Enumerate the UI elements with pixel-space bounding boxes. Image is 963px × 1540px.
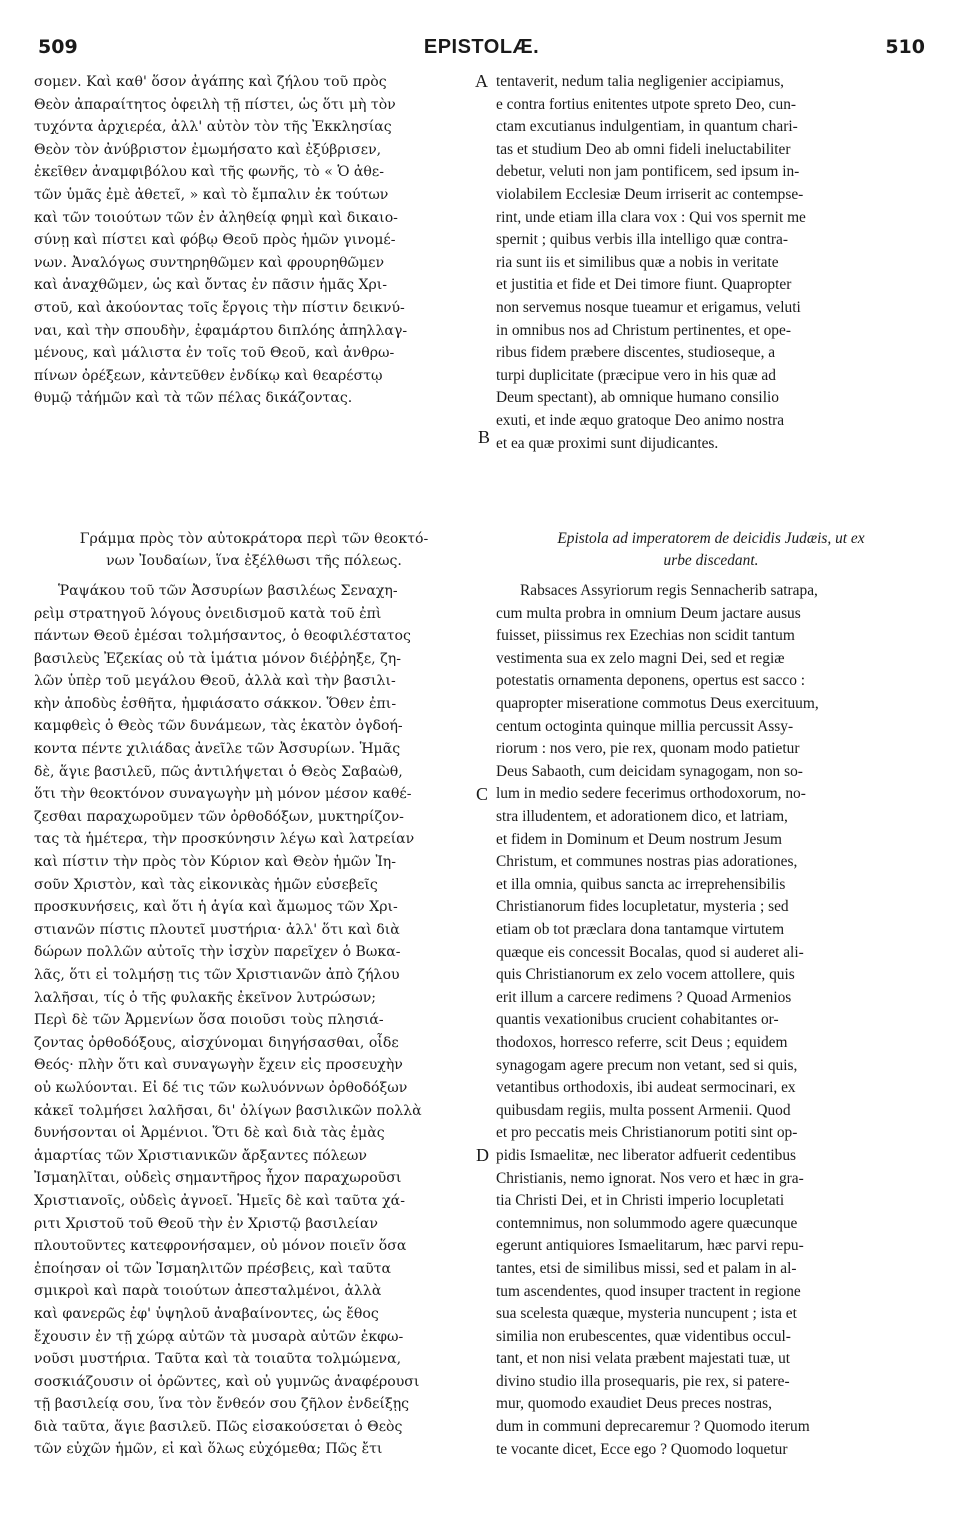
text-line: διὰ ταῦτα, ἅγιε βασιλεῦ. Πῶς εἰσακούσεται ὁ Θεὸς (34, 1418, 403, 1435)
text-line: ἔχουσιν ἐν τῇ χώρᾳ αὐτῶν τὰ μυσαρὰ αὐτῶν ἐκφω- (34, 1328, 404, 1345)
text-line: τῶν εὐχῶν ἡμῶν, εἰ καὶ ὅλως εὐχόμεθα; Πῶς ἔτι (34, 1441, 383, 1458)
text-line: ζοντας ὀρθοδόξους, αἰσχύνομαι διηγήσασθαι, οἶδε (34, 1034, 399, 1051)
text-line: tas et studium Deo ab omni fideli ineluctabiliter (496, 140, 791, 158)
text-line: σμικροὶ καὶ παρὰ τοιούτων ἀπεσταλμένοι, ἀλλὰ (34, 1283, 382, 1300)
text-line: Rabsaces Assyriorum regis Sennacherib satrapa, (520, 582, 818, 600)
text-line: ριτι Χριστοῦ τοῦ Θεοῦ τὴν ἐν Χριστῷ βασιλείαν (34, 1215, 378, 1232)
text-line: οὐ κωλύονται. Εἰ δέ τις τῶν κωλυόννων ὀρθοδόξων (34, 1079, 408, 1096)
text-line: quæque eis concessit Bocalas, quod si auderet ali- (496, 943, 804, 961)
text-line: quapropter miseratione commotus Deus exercituum, (496, 695, 819, 713)
text-line: quibusdam regiis, multa possent Armenii. Quod (496, 1101, 791, 1119)
running-title: EPISTOLÆ. (423, 36, 540, 58)
text-line: Θεὸν τὸν ἀνύβριστον ἐμωμήσατο καὶ ἐξύβρισεν, (34, 141, 382, 158)
text-line: divino studio illa prosequaris, pie rex, si patere- (496, 1372, 790, 1390)
text-line: vetantibus orthodoxis, ibi audeat sermocinari, ex (496, 1079, 796, 1097)
text-line: mur, quomodo exaudiet Deus preces nostras, (496, 1395, 772, 1413)
text-line: ribus fidem præbere discentes, studioseque, a (496, 344, 776, 362)
text-line: στοῦ, καὶ ἀκούοντας τοῖς ἔργοις τὴν πίστιν δεικνύ- (34, 299, 405, 316)
text-line: σοσκιάζουσιν οἱ ὁρῶντες, καὶ οὐ γυμνῶς ἀναφέρουσι (34, 1373, 420, 1390)
latin-column (496, 71, 926, 1461)
latin-top-passage (496, 71, 926, 455)
text-line: καὶ φανερῶς ἐφ' ὑψηλοῦ ἀναβαίνοντες, ὡς ἔθος (34, 1305, 379, 1322)
text-line: exuti, et inde æquo gratoque Deo animo nostra (496, 411, 785, 429)
text-line: etiam ob tot præclara dona tantamque virtutem (496, 921, 785, 938)
text-line: τυχόντα ἀρχιερέα, ἀλλ' αὐτὸν τὸν τῆς Ἐκκλησίας (34, 119, 392, 136)
text-line: sua scelesta quæque, mysteria nuncupent ; ista et (496, 1305, 797, 1323)
text-line: egerunt antiquiores Ismaelitarum, hæc parvi repu- (496, 1237, 804, 1255)
text-line: λῶν ὑπὲρ τοῦ μεγάλου Θεοῦ, ἀλλὰ καὶ τὴν βασιλι- (34, 673, 396, 690)
title-line: νων Ἰουδαίων, ἵνα ἐξέλθωσι τῆς πόλεως. (106, 552, 402, 569)
title-line: Epistola ad imperatorem de deicidis Judæis, ut ex (557, 530, 865, 548)
text-line: te vocante dicet, Ecce ego ? Quomodo loquetur (496, 1440, 788, 1458)
text-line: quis Christianorum ex zelo vocem attollere, quis (496, 966, 795, 984)
text-line: ναι, καὶ τὴν σπουδὴν, ἐφαμάρτου διπλόης ἀπηλλαγ- (34, 322, 408, 339)
margin-marker-a: A (475, 71, 488, 91)
text-line: tia Christi Dei, et in Christi imperio locupletati (496, 1192, 785, 1210)
text-line: πίνων ὀρέξεων, κἀντεῦθεν ἐνδίκῳ καὶ θεαρέστῳ (34, 367, 383, 384)
text-line: σομεν. Καὶ καθ' ὅσον ἀγάπης καὶ ζήλου τοῦ πρὸς (34, 74, 387, 90)
text-line: lum in medio sedere fecerimus orthodoxorum, no- (496, 785, 806, 803)
text-line: ria sunt iis et similibus quæ a nobis in veritate (496, 253, 779, 271)
text-line: Deus Sabaoth, cum deicidam synagogam, non so- (496, 762, 803, 780)
text-line: erit illum a carcere redimens ? Quoad Armenios (496, 988, 792, 1006)
text-line: tantes, etsi de similibus missi, sed et palam in al- (496, 1259, 797, 1277)
text-line: τῇ βασιλείᾳ σου, ἵνα τὸν ἔνθεόν σου ζῆλον ἐνδείξῃς (34, 1396, 410, 1413)
text-line: centum octoginta quinque millia percussit Assy- (496, 717, 794, 735)
text-line: νοῦσι μυστήρια. Ταῦτα καὶ τὰ τοιαῦτα τολμώμενα, (34, 1351, 402, 1368)
text-line: ρεὶμ στρατηγοῦ λόγους ὀνειδισμοῦ κατὰ τοῦ ἐπὶ (34, 605, 382, 622)
text-line: λαλῆσαι, τίς ὁ τῆς φυλακῆς ἐκεῖνον λυτρώσων; (34, 989, 377, 1006)
text-line: σοῦν Χριστὸν, καὶ τὰς εἰκονικὰς ἡμῶν εὐσεβεῖς (34, 876, 378, 893)
text-line: καὶ τῶν τοιούτων τῶν ἐν ἀληθείᾳ φημὶ καὶ δικαιο- (34, 209, 398, 226)
text-line: κὴν ἀποδὺς ἐσθῆτα, ἠμφιάσατο σάκκον. Ὅθεν ἐπι- (34, 695, 397, 712)
text-line: προσκυνήσεις, καὶ ὅτι ἡ ἁγία καὶ ἄμωμος τῶν Χρι- (34, 899, 398, 916)
text-line: in omnibus nos ad Christum pertinentes, et ope- (496, 321, 791, 339)
text-line: non servemus nosque tueamur et erigamus, veluti (496, 298, 801, 316)
text-line: Christianis, nemo ignorat. Nos vero et hæc in gra- (496, 1169, 804, 1187)
text-line: βασιλεὺς Ἐζεκίας οὐ τὰ ἱμάτια μόνον διέῤῥηξε, ζη- (34, 650, 401, 667)
text-line: et fidem in Dominum et Deum nostrum Jesum (496, 830, 782, 848)
text-line: Ῥαψάκου τοῦ τῶν Ἀσσυρίων βασιλέως Σεναχη- (58, 582, 398, 599)
text-line: κοντα πέντε χιλιάδας ἀνεῖλε τῶν Ἀσσυρίων. Ἡμᾶς (34, 741, 401, 758)
latin-letter-title (496, 528, 926, 572)
text-line: cum multa probra in omnium Deum jactare ausus (496, 604, 801, 622)
text-line: dum in communi deprecaremur ? Quomodo iterum (496, 1418, 810, 1436)
text-line: debetur, veluti non jam pontificem, sed ipsum in- (496, 163, 800, 181)
text-line: vestimenta sua ex zelo magni Dei, sed et regiæ (496, 649, 785, 667)
text-line: spernit ; quibus verbis illa intelligo quæ contra- (496, 231, 788, 249)
greek-letter-body (34, 580, 474, 1461)
text-line: ὅτι τὴν θεοκτόνον συναγωγὴν μὴ μόνον μέσον καθέ- (34, 786, 412, 803)
text-line: contemnimus, non solummodo agere quæcunque (496, 1214, 798, 1232)
text-line: et ea quæ proximi sunt dijudicantes. (496, 434, 719, 452)
margin-marker-d: D (476, 1145, 489, 1165)
text-line: turpi duplicitate (præcipue vero in his quæ ad (496, 366, 776, 384)
text-line: synagogam agere precum non vetant, sed si quis, (496, 1056, 798, 1074)
text-line: δὲ, ἅγιε βασιλεῦ, πῶς ἀντιλήψεται ὁ Θεὸς Σαβαὼθ, (34, 763, 403, 780)
text-line: ἁμαρτίας τῶν Χριστιανικῶν ἄρξαντες πόλεων (34, 1147, 367, 1164)
text-line: Christianorum fides locupletatur, mysteria ; sed (496, 898, 789, 916)
text-line: et justitia et fide et Dei timore fiunt. Quapropter (496, 276, 792, 294)
text-line: similia non erubescentes, quæ videntibus occul- (496, 1327, 791, 1345)
text-line: thodoxos, horresco referre, scit Deus ; equidem (496, 1033, 788, 1051)
text-line: στιανῶν πίστις πλουτεῖ μυστήρια· ἀλλ' ὅτι καὶ διὰ (34, 921, 400, 938)
text-line: δυνήσονται οἱ Ἀρμένιοι. Ὅτι δὲ καὶ διὰ τὰς ἐμὰς (34, 1125, 385, 1142)
text-line: Θεὸν ἀπαραίτητος ὀφειλὴ τῇ πίστει, ὡς ὅτι μὴ τὸν (34, 96, 396, 113)
text-line: Christum, et communes nostras pias adorationes, (496, 853, 798, 871)
title-line: urbe discedant. (663, 552, 759, 570)
text-line: καὶ ἀναχθῶμεν, ὡς καὶ ὄντας ἐν πᾶσιν ἡμᾶς Χρι- (34, 277, 388, 294)
text-line: et pro peccatis meis Christianorum potiti sint op- (496, 1124, 798, 1142)
text-line: tentaverit, nedum talia negligenier accipiamus, (496, 73, 785, 90)
margin-marker-c: C (476, 784, 489, 804)
text-line: πλουτοῦντες κατεφρονήσαμεν, οὐ μόνον ποιεῖν ὅσα (34, 1238, 407, 1255)
text-line: e contra fortius enitentes utpote spreto Deo, cun- (496, 95, 797, 113)
text-line: καμφθεὶς ὁ Θεὸς τῶν δυνάμεων, τὰς ἑκατὸν ὀγδοή- (34, 718, 403, 735)
text-line: ἐκεῖθεν ἀναμφιβόλου καὶ τῆς φωνῆς, τὸ « Ὁ ἀθε- (34, 164, 384, 181)
text-line: ἐποίησαν οἱ τῶν Ἰσμαηλιτῶν πρέσβεις, καὶ ταῦτα (34, 1260, 392, 1277)
text-line: θυμῷ τἀήμῶν καὶ τὰ τῶν πέλας δικάζοντας. (34, 390, 353, 407)
text-line: τας τὰ ἡμέτερα, τὴν προσκύνησιν λέγω καὶ λατρείαν (34, 831, 415, 848)
text-line: Θεός· πλὴν ὅτι καὶ συναγωγὴν ἔχειν εἰς προσευχὴν (34, 1057, 403, 1074)
margin-marker-b: B (478, 427, 491, 447)
text-line: tum ascendentes, quod insuper tractent in regione (496, 1282, 801, 1300)
text-line: σύνῃ καὶ πίστει καὶ φόβῳ Θεοῦ πρὸς ἡμῶν γινομέ- (34, 232, 396, 249)
text-line: Ἰσμαηλῖται, οὐδεὶς σημαντῆρος ἦχον παραχωροῦσι (34, 1170, 402, 1187)
text-line: καὶ πίστιν τὴν πρὸς τὸν Κύριον καὶ Θεὸν ἡμῶν Ἰη- (34, 854, 396, 871)
text-line: λᾶς, ὅτι εἰ τολμήσῃ τις τῶν Χριστιανῶν ἀπὸ ζήλου (34, 967, 400, 983)
text-line: Περὶ δὲ τῶν Ἀρμενίων ὅσα ποιοῦσι τοὺς πλησιά- (34, 1012, 384, 1029)
text-line: ζεσθαι παραχωροῦμεν τῶν ὀρθοδόξων, μυκτηρίζον- (34, 808, 404, 825)
text-line: μένους, καὶ μάλιστα ἐν τοῖς τοῦ Θεοῦ, καὶ ἀνθρω- (34, 345, 395, 362)
text-line: stra illudentem, et adorationem dico, et latriam, (496, 808, 788, 826)
text-line: Deum spectant), ab omnique humano consilio (496, 389, 779, 407)
text-line: tant, et non nisi velata præbent majestati tuæ, ut (496, 1350, 791, 1368)
text-line: pidis Ismaelitæ, nec liberator adfuerit cedentibus (496, 1146, 797, 1164)
text-line: fuisset, piissimus rex Ezechias non scidit tantum (496, 627, 795, 645)
greek-column (34, 71, 474, 1461)
running-header (38, 36, 925, 62)
text-line: κἀκεῖ τολμήσει λαλῆσαι, δι' ὀλίγων βασιλικῶν πολλὰ (34, 1102, 422, 1119)
page-number-left: 509 (38, 36, 78, 58)
text-line: νων. Ἀναλόγως συντηρηθῶμεν καὶ φρουρηθῶμεν (34, 254, 385, 271)
title-line: Γράμμα πρὸς τὸν αὐτοκράτορα περὶ τῶν θεοκτό- (79, 530, 429, 547)
text-line: riorum : nos vero, pie rex, quonam modo patietur (496, 740, 800, 758)
greek-top-passage (34, 71, 474, 410)
page-number-right: 510 (885, 36, 925, 58)
text-line: τῶν ὑμᾶς ἐμὲ ἀθετεῖ, » καὶ τὸ ἔμπαλιν ἐκ τούτων (34, 186, 389, 203)
text-line: rint, unde etiam illa clara vox : Qui vos spernit me (496, 208, 806, 226)
text-line: violabilem Ecclesiæ Deum irriserit ac contempse- (496, 185, 804, 203)
text-line: quantis vexationibus crucient cohabitantes or- (496, 1011, 779, 1029)
text-line: πάντων Θεοῦ ἐμέσαι τολμήσαντος, ὁ θεοφιλέστατος (34, 628, 411, 645)
text-line: potestatis ornamenta deponens, opertus est sacco : (496, 672, 806, 690)
text-line: Χριστιανοῖς, οὐδεὶς ἀγνοεῖ. Ἡμεῖς δὲ καὶ ταῦτα χά- (34, 1192, 405, 1209)
text-line: ctam excutianus indulgentiam, in quantum chari- (496, 118, 798, 136)
latin-letter-body (496, 580, 926, 1461)
text-line: et illa omnia, quibus sancta ac irreprehensibilis (496, 875, 786, 893)
text-line: δώρων πολλῶν αὐτοῖς τὴν ἰσχὺν παρεῖχεν ὁ Βωκα- (34, 944, 401, 961)
greek-letter-title (34, 528, 474, 572)
